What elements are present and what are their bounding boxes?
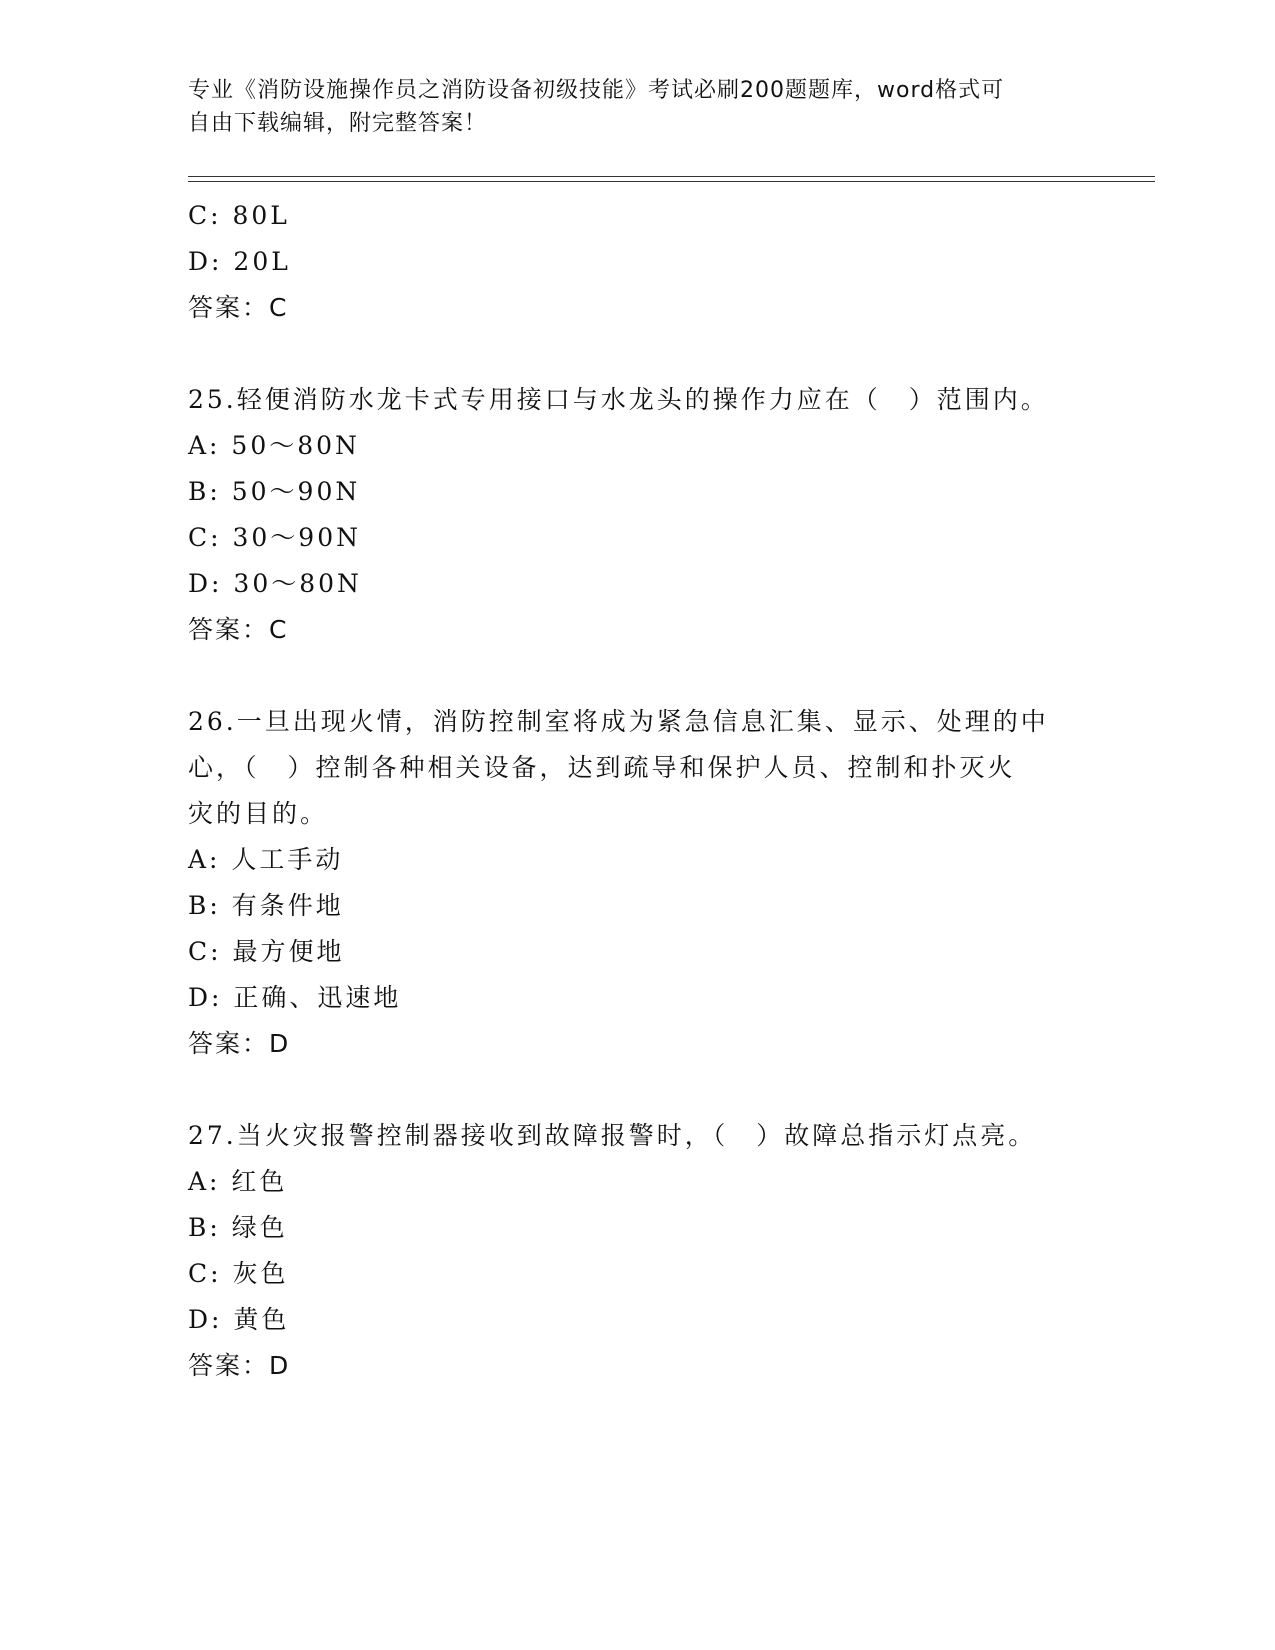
header-divider-top (188, 176, 1155, 177)
question-fragment (188, 193, 1088, 331)
page-header (188, 74, 1068, 140)
spacer (188, 653, 1088, 699)
option-a: A: 50～80N (188, 431, 360, 460)
option-d: D: 正确、迅速地 (188, 983, 402, 1012)
option-b: B: 有条件地 (188, 891, 344, 920)
option-a: A: 红色 (188, 1167, 288, 1196)
question-stem-line: 25.轻便消防水龙卡式专用接口与水龙头的操作力应在（ ）范围内。 (188, 385, 1049, 414)
option-c: C: 80L (188, 201, 290, 230)
option-d: D: 黄色 (188, 1305, 290, 1334)
question-stem-line: 灾的目的。 (188, 799, 329, 828)
question-stem-line: 心，（ ）控制各种相关设备，达到疏导和保护人员、控制和扑灭火 (188, 753, 1016, 782)
answer-line: 答案：D (188, 1351, 291, 1380)
answer-line: 答案：C (188, 615, 289, 644)
header-divider-bottom (188, 181, 1155, 182)
question-stem (188, 699, 1068, 837)
option-c: C: 最方便地 (188, 937, 345, 966)
option-a: A: 人工手动 (188, 845, 344, 874)
question-stem-line: 27.当火灾报警控制器接收到故障报警时，（ ）故障总指示灯点亮。 (188, 1121, 1037, 1150)
option-b: B: 绿色 (188, 1213, 288, 1242)
spacer (188, 331, 1088, 377)
option-d: D: 20L (188, 247, 291, 276)
question-stem (188, 377, 1068, 423)
question-27 (188, 1113, 1088, 1389)
question-stem-line: 26.一旦出现火情，消防控制室将成为紧急信息汇集、显示、处理的中 (188, 707, 1049, 736)
question-26 (188, 699, 1088, 1067)
option-c: C: 灰色 (188, 1259, 289, 1288)
document-body (188, 193, 1088, 1389)
question-stem (188, 1113, 1068, 1159)
option-b: B: 50～90N (188, 477, 361, 506)
option-d: D: 30～80N (188, 569, 362, 598)
header-line-1: 专业《消防设施操作员之消防设备初级技能》考试必刷200题题库，word格式可 (188, 78, 1005, 103)
option-c: C: 30～90N (188, 523, 361, 552)
answer-line: 答案：C (188, 293, 289, 322)
question-25 (188, 377, 1088, 653)
header-line-2: 自由下载编辑，附完整答案！ (188, 111, 488, 136)
answer-line: 答案：D (188, 1029, 291, 1058)
spacer (188, 1067, 1088, 1113)
